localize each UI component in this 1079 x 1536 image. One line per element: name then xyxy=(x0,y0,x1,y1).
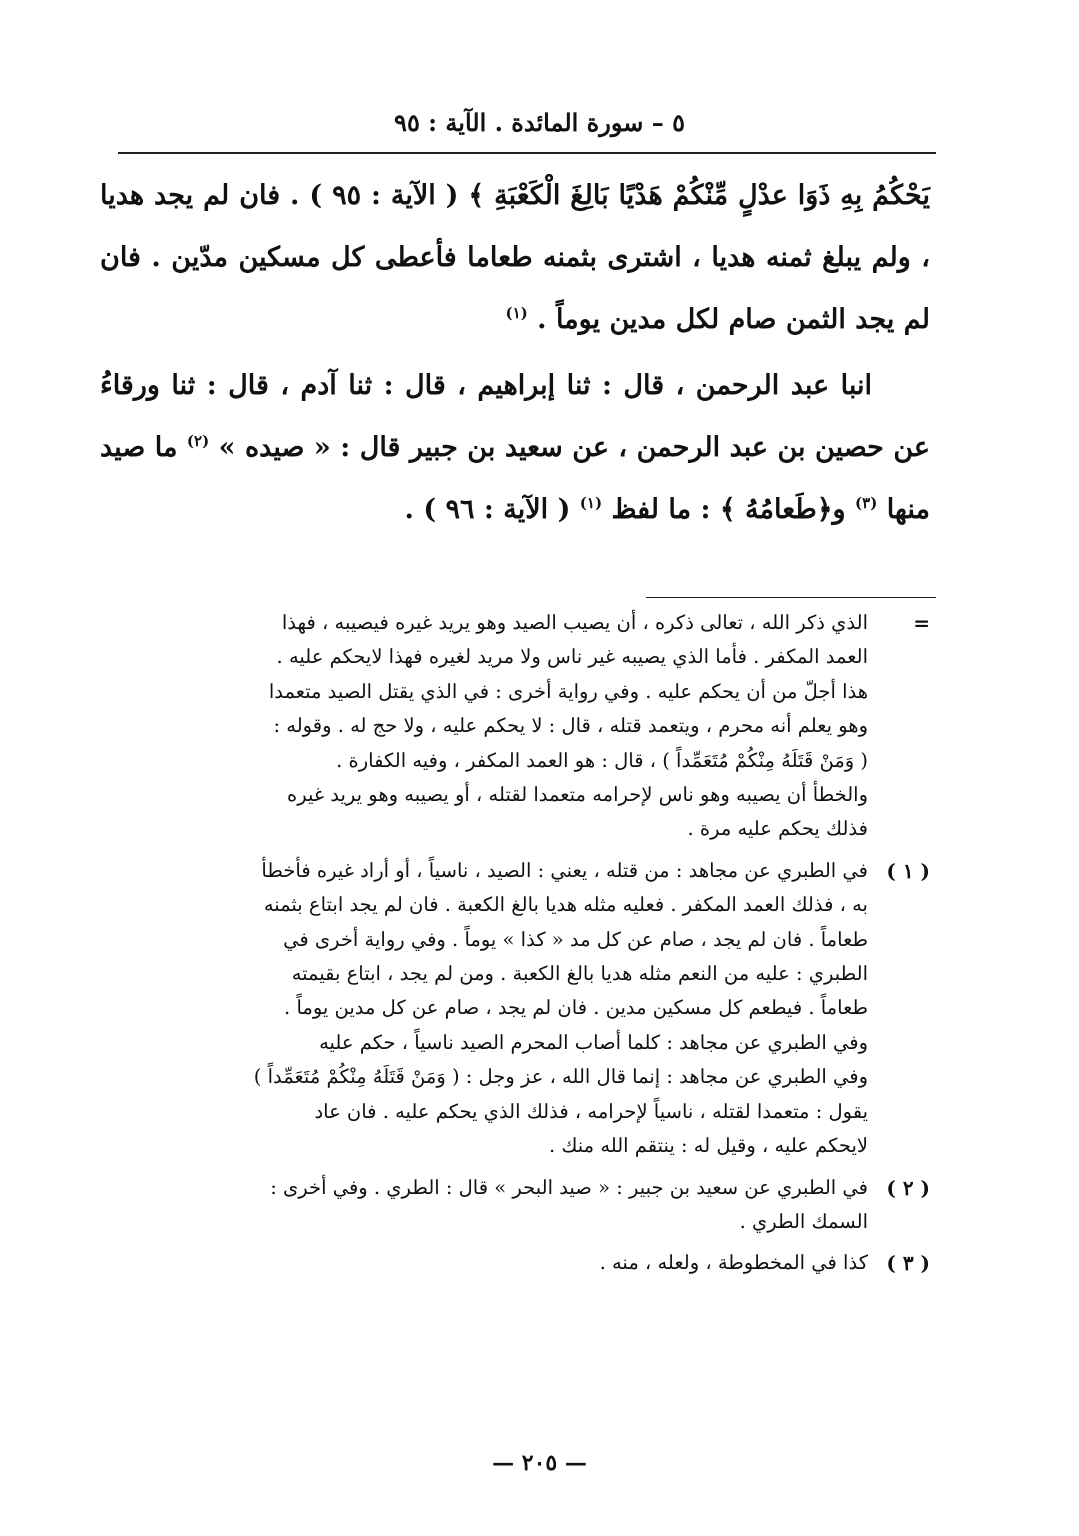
footnote-line: في الطبري عن سعيد بن جبير : « صيد البحر » قال : الطري . وفي أخرى : xyxy=(270,1175,868,1199)
footnote-divider xyxy=(646,597,936,598)
running-header: ٥ – سورة المائدة . الآية : ٩٥ xyxy=(394,108,685,137)
footnote-marker: = xyxy=(913,611,930,635)
footnote-line: الذي ذكر الله ، تعالى ذكره ، أن يصيب الصيد وهو يريد غيره فيصيبه ، فهذا xyxy=(281,611,868,634)
main-text xyxy=(100,165,930,541)
footnote-body xyxy=(100,606,868,847)
footnote-line: وهو يعلم أنه محرم ، ويتعمد قتله ، قال : لا يحكم عليه ، ولا حج له . وقوله : xyxy=(273,714,868,738)
footnote-body xyxy=(100,1246,868,1280)
footnote-3 xyxy=(100,1246,930,1280)
paragraph-2-text: انبا عبد الرحمن ، قال : ثنا إبراهيم ، قال : ثنا آدم ، قال : ثنا ورقاءُ عن حصين بن عبد الرحمن ، عن سعيد بن جبير قال : « صيده » xyxy=(100,370,930,463)
footnote-line: به ، فذلك العمد المكفر . فعليه مثله هديا بالغ الكعبة . فان لم يجد ابتاع بثمنه xyxy=(263,893,868,917)
footnote-line: والخطأ أن يصيبه وهو ناس لإحرامه متعمدا لقتله ، أو يصيبه وهو يريد غيره xyxy=(286,783,868,807)
footnote-line: وفي الطبري عن مجاهد : كلما أصاب المحرم الصيد ناسياً ، حكم عليه xyxy=(319,1030,868,1054)
footnote-marker: ( ١ ) xyxy=(886,858,930,883)
footnote-ref: (١) xyxy=(505,304,528,322)
footnote-marker: ( ٣ ) xyxy=(886,1251,930,1276)
footnote-line: كذا في المخطوطة ، ولعله ، منه . xyxy=(599,1251,868,1275)
footnote-2 xyxy=(100,1171,930,1240)
footnote-line: لايحكم عليه ، وقيل له : ينتقم الله منك . xyxy=(548,1134,868,1158)
paragraph-2 xyxy=(100,355,930,541)
footnote-continued xyxy=(100,606,930,847)
footnote-line: طعاماً . فان لم يجد ، صام عن كل مد « كذا » يوماً . وفي رواية أخرى في xyxy=(283,927,868,951)
footnote-marker: ( ٢ ) xyxy=(886,1175,930,1200)
footnote-line: السمك الطري . xyxy=(739,1209,868,1233)
footnote-body xyxy=(100,854,868,1164)
footnote-line: طعاماً . فيطعم كل مسكين مدين . فان لم يجد ، صام عن كل مدين يوماً . xyxy=(284,996,868,1020)
footnote-line: العمد المكفر . فأما الذي يصيبه غير ناس ولا مريد لغيره فهذا لايحكم عليه . xyxy=(276,645,868,669)
footnote-ref: (١) xyxy=(579,494,603,512)
footnote-line: فذلك يحكم عليه مرة . xyxy=(687,817,868,841)
footnote-line: الطبري : عليه من النعم مثله هديا بالغ الكعبة . ومن لم يجد ، ابتاع بقيمته xyxy=(291,962,868,986)
paragraph-1-text: ( الآية : ٩٥ ) . فان لم يجد هديا ، ولم يبلغ ثمنه هديا ، اشترى بثمنه طعاما فأعطى كل مسكين مدّين . فان لم يجد الثمن صام لكل مدين يوماً . xyxy=(100,180,930,335)
footnote-ref: (٢) xyxy=(186,432,210,450)
paragraph-2-text: ما صيد منها xyxy=(100,432,930,525)
footnote-line: في الطبري عن مجاهد : من قتله ، يعني : الصيد ، ناسياً ، أو أراد غيره فأخطأ xyxy=(261,858,868,882)
header-divider xyxy=(118,152,936,154)
footnote-line: وفي الطبري عن مجاهد : إنما قال الله ، عز وجل : ( وَمَنْ قَتَلَهُ مِنْكُمْ مُتَعَمِّداً ) xyxy=(253,1065,868,1089)
page-number: — ٢٠٥ — xyxy=(492,1450,587,1476)
paragraph-1 xyxy=(100,165,930,351)
footnote-ref: (٣) xyxy=(855,494,878,512)
quran-verse: يَحْكُمُ بِهِ ذَوَا عدْلٍ مِّنْكُمْ هَدْيًا بَالِغَ الْكَعْبَةِ ﴾ xyxy=(468,180,930,211)
footnote-1 xyxy=(100,854,930,1164)
paragraph-2-text: ( الآية : ٩٦ ) . xyxy=(404,494,571,525)
footnote-body xyxy=(100,1171,868,1240)
footnote-line: ( وَمَنْ قَتَلَهُ مِنْكُمْ مُتَعَمِّداً ) ، قال : هو العمد المكفر ، وفيه الكفارة . xyxy=(336,748,868,772)
footnote-line: يقول : متعمدا لقتله ، ناسياً لإحرامه ، فذلك الذي يحكم عليه . فان عاد xyxy=(314,1099,868,1123)
footnote-line: هذا أجلّ من أن يحكم عليه . وفي رواية أخرى : في الذي يقتل الصيد متعمدا xyxy=(268,679,868,703)
footnotes xyxy=(100,606,930,1288)
paragraph-2-text: و﴿طَعامُهُ ﴾ : ما لفظ xyxy=(611,494,846,525)
